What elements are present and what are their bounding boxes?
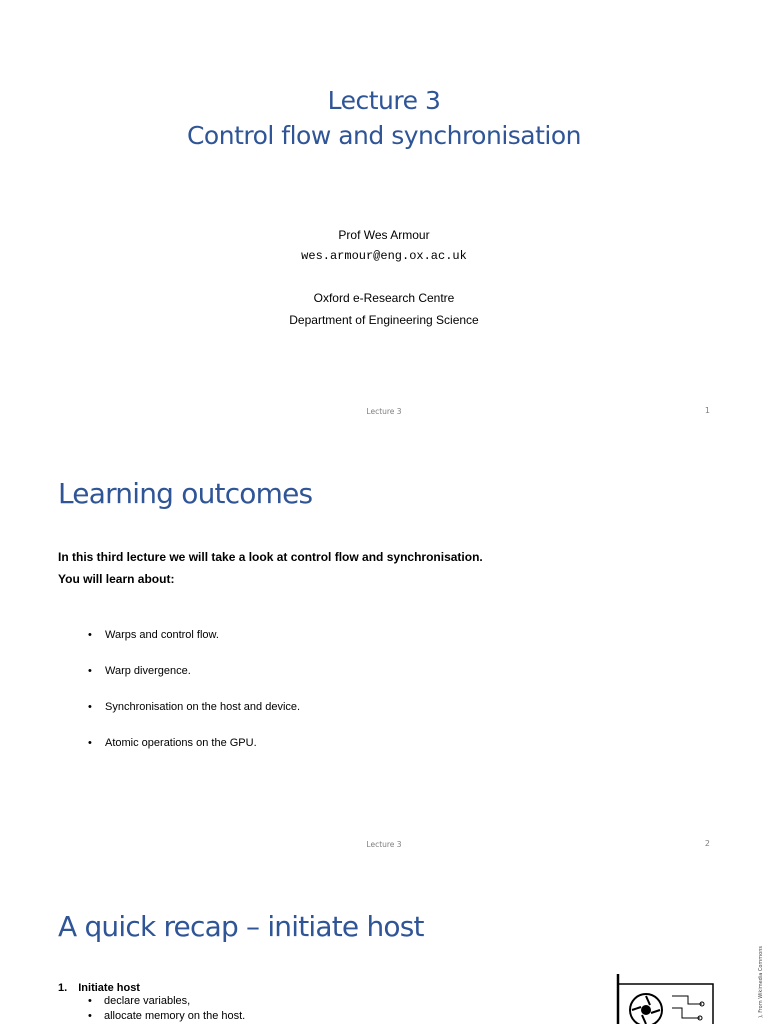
page-number: 2	[704, 839, 710, 848]
list-item-text: Warps and control flow.	[105, 629, 219, 641]
intro-line: You will learn about:	[58, 572, 175, 586]
step-label: Initiate host	[78, 982, 140, 994]
affiliation-department: Department of Engineering Science	[289, 313, 479, 327]
step-number: 1.	[58, 982, 68, 994]
list-item-text: allocate memory on the host.	[104, 1010, 246, 1022]
list-item	[58, 994, 245, 1009]
author-name: Prof Wes Armour	[338, 228, 430, 242]
bullet-icon: •	[88, 995, 92, 1007]
bullet-icon: •	[88, 665, 92, 677]
list-item	[88, 701, 300, 737]
bullet-icon: •	[88, 629, 92, 641]
step-item	[58, 982, 245, 994]
intro-text	[58, 546, 483, 590]
list-item	[88, 665, 300, 701]
outcome-list	[88, 629, 300, 773]
recap-list	[58, 982, 245, 1024]
affiliation-centre: Oxford e-Research Centre	[313, 291, 455, 305]
list-item-text: Warp divergence.	[105, 665, 191, 677]
list-item	[58, 1009, 245, 1024]
list-item	[88, 629, 300, 665]
footer-label: Lecture 3	[366, 840, 402, 849]
author-email: wes.armour@eng.ox.ac.uk	[301, 249, 467, 263]
bullet-icon: •	[88, 701, 92, 713]
lecture-number-title: Lecture 3	[327, 86, 441, 115]
slide-title	[0, 0, 768, 433]
slide-heading: Learning outcomes	[58, 477, 313, 510]
image-credit: ), From Wikimedia Commons	[758, 946, 764, 1018]
slide-recap	[0, 866, 768, 1024]
intro-line: In this third lecture we will take a look at control flow and synchronisation.	[58, 550, 483, 564]
gpu-card-icon	[610, 974, 720, 1024]
bullet-icon: •	[88, 737, 92, 749]
lecture-topic-title: Control flow and synchronisation	[186, 121, 582, 150]
slide-learning-outcomes	[0, 433, 768, 866]
list-item-text: Atomic operations on the GPU.	[105, 737, 257, 749]
list-item-text: Synchronisation on the host and device.	[105, 701, 301, 713]
list-item-text: declare variables,	[104, 995, 191, 1007]
bullet-icon: •	[88, 1010, 92, 1022]
list-item	[88, 737, 300, 773]
footer-label: Lecture 3	[366, 407, 402, 416]
slide-heading: A quick recap – initiate host	[58, 910, 424, 943]
page-number: 1	[704, 406, 710, 415]
